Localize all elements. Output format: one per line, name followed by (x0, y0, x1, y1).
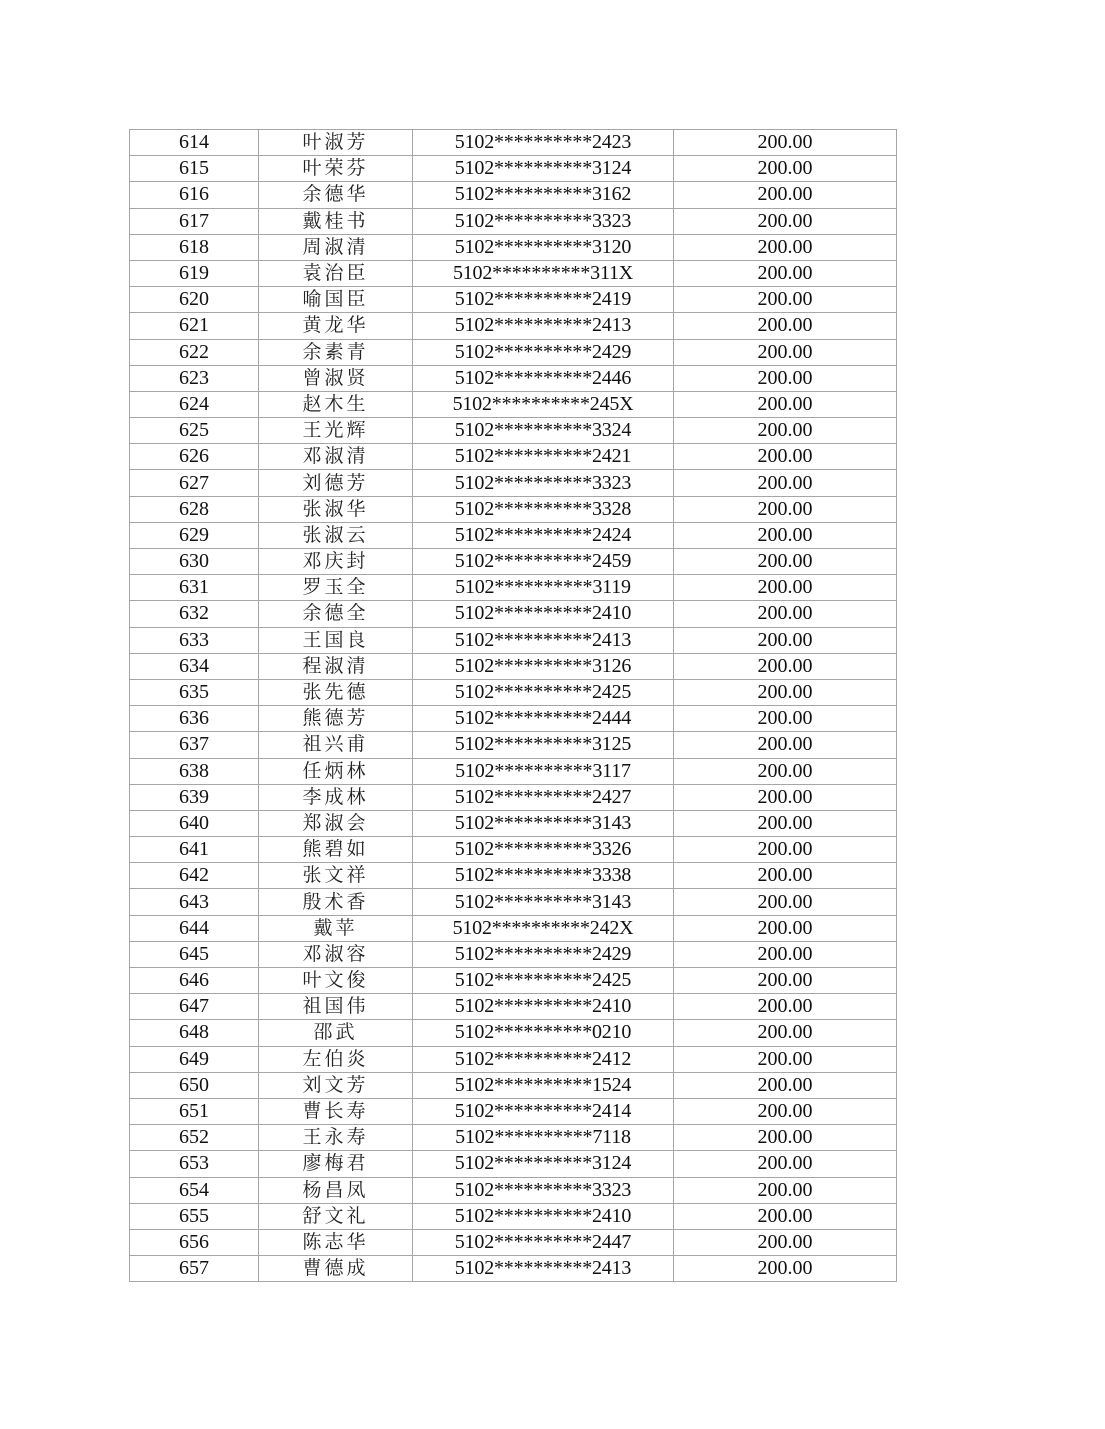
amount-cell: 200.00 (674, 522, 897, 548)
amount-cell: 200.00 (674, 889, 897, 915)
serial-number-cell: 654 (130, 1177, 259, 1203)
amount-cell: 200.00 (674, 679, 897, 705)
amount-cell: 200.00 (674, 732, 897, 758)
person-name-cell: 殷术香 (259, 889, 413, 915)
amount-cell: 200.00 (674, 365, 897, 391)
table-row (130, 994, 897, 1020)
person-name-cell: 王国良 (259, 627, 413, 653)
table-row (130, 968, 897, 994)
serial-number-cell: 655 (130, 1203, 259, 1229)
amount-cell: 200.00 (674, 915, 897, 941)
id-number-cell: 5102**********7118 (413, 1125, 674, 1151)
amount-cell: 200.00 (674, 418, 897, 444)
id-number-cell: 5102**********2412 (413, 1046, 674, 1072)
table-row (130, 234, 897, 260)
id-number-cell: 5102**********2425 (413, 679, 674, 705)
person-name-cell: 杨昌凤 (259, 1177, 413, 1203)
id-number-cell: 5102**********3120 (413, 234, 674, 260)
id-number-cell: 5102**********2413 (413, 313, 674, 339)
amount-cell: 200.00 (674, 130, 897, 156)
person-name-cell: 余德华 (259, 182, 413, 208)
serial-number-cell: 650 (130, 1072, 259, 1098)
id-number-cell: 5102**********3124 (413, 1151, 674, 1177)
id-number-cell: 5102**********245X (413, 391, 674, 417)
table-row (130, 391, 897, 417)
id-number-cell: 5102**********2425 (413, 968, 674, 994)
person-name-cell: 周淑清 (259, 234, 413, 260)
serial-number-cell: 641 (130, 837, 259, 863)
id-number-cell: 5102**********2429 (413, 941, 674, 967)
amount-cell: 200.00 (674, 601, 897, 627)
person-name-cell: 罗玉全 (259, 575, 413, 601)
amount-cell: 200.00 (674, 1229, 897, 1255)
person-name-cell: 刘德芳 (259, 470, 413, 496)
person-name-cell: 邵武 (259, 1020, 413, 1046)
table-row (130, 418, 897, 444)
table-row (130, 208, 897, 234)
person-name-cell: 熊碧如 (259, 837, 413, 863)
serial-number-cell: 622 (130, 339, 259, 365)
id-number-cell: 5102**********3328 (413, 496, 674, 522)
amount-cell: 200.00 (674, 1125, 897, 1151)
table-row (130, 889, 897, 915)
amount-cell: 200.00 (674, 444, 897, 470)
serial-number-cell: 618 (130, 234, 259, 260)
person-name-cell: 余德全 (259, 601, 413, 627)
table-row (130, 522, 897, 548)
serial-number-cell: 634 (130, 653, 259, 679)
serial-number-cell: 623 (130, 365, 259, 391)
person-name-cell: 余素青 (259, 339, 413, 365)
id-number-cell: 5102**********3143 (413, 889, 674, 915)
serial-number-cell: 631 (130, 575, 259, 601)
person-name-cell: 张先德 (259, 679, 413, 705)
serial-number-cell: 630 (130, 549, 259, 575)
person-name-cell: 王永寿 (259, 1125, 413, 1151)
roster-table (129, 129, 897, 1282)
person-name-cell: 陈志华 (259, 1229, 413, 1255)
table-row (130, 1125, 897, 1151)
amount-cell: 200.00 (674, 234, 897, 260)
id-number-cell: 5102**********1524 (413, 1072, 674, 1098)
id-number-cell: 5102**********3162 (413, 182, 674, 208)
serial-number-cell: 657 (130, 1256, 259, 1282)
serial-number-cell: 647 (130, 994, 259, 1020)
amount-cell: 200.00 (674, 653, 897, 679)
table-row (130, 130, 897, 156)
id-number-cell: 5102**********3117 (413, 758, 674, 784)
serial-number-cell: 626 (130, 444, 259, 470)
person-name-cell: 喻国臣 (259, 287, 413, 313)
table-row (130, 679, 897, 705)
id-number-cell: 5102**********2421 (413, 444, 674, 470)
table-row (130, 470, 897, 496)
table-row (130, 915, 897, 941)
table-row (130, 627, 897, 653)
serial-number-cell: 619 (130, 260, 259, 286)
serial-number-cell: 652 (130, 1125, 259, 1151)
serial-number-cell: 643 (130, 889, 259, 915)
table-row (130, 784, 897, 810)
serial-number-cell: 648 (130, 1020, 259, 1046)
id-number-cell: 5102**********2446 (413, 365, 674, 391)
serial-number-cell: 615 (130, 156, 259, 182)
id-number-cell: 5102**********3326 (413, 837, 674, 863)
roster-table-body (130, 130, 897, 1282)
serial-number-cell: 633 (130, 627, 259, 653)
amount-cell: 200.00 (674, 1046, 897, 1072)
table-row (130, 339, 897, 365)
serial-number-cell: 646 (130, 968, 259, 994)
person-name-cell: 袁治臣 (259, 260, 413, 286)
table-row (130, 444, 897, 470)
id-number-cell: 5102**********3323 (413, 208, 674, 234)
person-name-cell: 曹长寿 (259, 1098, 413, 1124)
table-row (130, 1256, 897, 1282)
amount-cell: 200.00 (674, 391, 897, 417)
serial-number-cell: 621 (130, 313, 259, 339)
person-name-cell: 张淑云 (259, 522, 413, 548)
amount-cell: 200.00 (674, 313, 897, 339)
amount-cell: 200.00 (674, 758, 897, 784)
table-row (130, 1072, 897, 1098)
id-number-cell: 5102**********2413 (413, 627, 674, 653)
person-name-cell: 戴桂书 (259, 208, 413, 234)
id-number-cell: 5102**********2410 (413, 601, 674, 627)
id-number-cell: 5102**********2410 (413, 1203, 674, 1229)
id-number-cell: 5102**********2413 (413, 1256, 674, 1282)
amount-cell: 200.00 (674, 968, 897, 994)
table-row (130, 706, 897, 732)
person-name-cell: 祖国伟 (259, 994, 413, 1020)
serial-number-cell: 617 (130, 208, 259, 234)
person-name-cell: 刘文芳 (259, 1072, 413, 1098)
serial-number-cell: 645 (130, 941, 259, 967)
person-name-cell: 郑淑会 (259, 810, 413, 836)
amount-cell: 200.00 (674, 784, 897, 810)
serial-number-cell: 632 (130, 601, 259, 627)
id-number-cell: 5102**********3125 (413, 732, 674, 758)
id-number-cell: 5102**********2424 (413, 522, 674, 548)
id-number-cell: 5102**********2429 (413, 339, 674, 365)
amount-cell: 200.00 (674, 496, 897, 522)
amount-cell: 200.00 (674, 1072, 897, 1098)
serial-number-cell: 656 (130, 1229, 259, 1255)
table-row (130, 653, 897, 679)
table-row (130, 313, 897, 339)
id-number-cell: 5102**********3119 (413, 575, 674, 601)
table-row (130, 941, 897, 967)
person-name-cell: 张淑华 (259, 496, 413, 522)
person-name-cell: 曹德成 (259, 1256, 413, 1282)
amount-cell: 200.00 (674, 1256, 897, 1282)
table-row (130, 732, 897, 758)
amount-cell: 200.00 (674, 863, 897, 889)
id-number-cell: 5102**********3126 (413, 653, 674, 679)
id-number-cell: 5102**********3143 (413, 810, 674, 836)
person-name-cell: 曾淑贤 (259, 365, 413, 391)
person-name-cell: 舒文礼 (259, 1203, 413, 1229)
id-number-cell: 5102**********3323 (413, 470, 674, 496)
serial-number-cell: 636 (130, 706, 259, 732)
table-row (130, 287, 897, 313)
table-row (130, 1151, 897, 1177)
table-row (130, 1229, 897, 1255)
id-number-cell: 5102**********2423 (413, 130, 674, 156)
person-name-cell: 叶荣芬 (259, 156, 413, 182)
table-row (130, 1203, 897, 1229)
amount-cell: 200.00 (674, 470, 897, 496)
amount-cell: 200.00 (674, 706, 897, 732)
person-name-cell: 祖兴甫 (259, 732, 413, 758)
table-row (130, 601, 897, 627)
amount-cell: 200.00 (674, 1151, 897, 1177)
table-row (130, 1020, 897, 1046)
amount-cell: 200.00 (674, 1098, 897, 1124)
id-number-cell: 5102**********0210 (413, 1020, 674, 1046)
id-number-cell: 5102**********3338 (413, 863, 674, 889)
table-row (130, 863, 897, 889)
table-row (130, 549, 897, 575)
amount-cell: 200.00 (674, 287, 897, 313)
amount-cell: 200.00 (674, 1177, 897, 1203)
person-name-cell: 黄龙华 (259, 313, 413, 339)
serial-number-cell: 635 (130, 679, 259, 705)
serial-number-cell: 649 (130, 1046, 259, 1072)
table-row (130, 260, 897, 286)
person-name-cell: 邓庆封 (259, 549, 413, 575)
person-name-cell: 任炳林 (259, 758, 413, 784)
person-name-cell: 廖梅君 (259, 1151, 413, 1177)
amount-cell: 200.00 (674, 941, 897, 967)
amount-cell: 200.00 (674, 156, 897, 182)
table-row (130, 365, 897, 391)
id-number-cell: 5102**********2419 (413, 287, 674, 313)
person-name-cell: 张文祥 (259, 863, 413, 889)
serial-number-cell: 625 (130, 418, 259, 444)
serial-number-cell: 629 (130, 522, 259, 548)
table-row (130, 1046, 897, 1072)
serial-number-cell: 614 (130, 130, 259, 156)
id-number-cell: 5102**********2427 (413, 784, 674, 810)
amount-cell: 200.00 (674, 627, 897, 653)
person-name-cell: 左伯炎 (259, 1046, 413, 1072)
serial-number-cell: 620 (130, 287, 259, 313)
serial-number-cell: 642 (130, 863, 259, 889)
id-number-cell: 5102**********3324 (413, 418, 674, 444)
table-row (130, 156, 897, 182)
person-name-cell: 程淑清 (259, 653, 413, 679)
amount-cell: 200.00 (674, 994, 897, 1020)
serial-number-cell: 651 (130, 1098, 259, 1124)
person-name-cell: 叶淑芳 (259, 130, 413, 156)
serial-number-cell: 639 (130, 784, 259, 810)
amount-cell: 200.00 (674, 810, 897, 836)
serial-number-cell: 637 (130, 732, 259, 758)
serial-number-cell: 638 (130, 758, 259, 784)
id-number-cell: 5102**********2447 (413, 1229, 674, 1255)
amount-cell: 200.00 (674, 1020, 897, 1046)
table-row (130, 1177, 897, 1203)
table-row (130, 810, 897, 836)
person-name-cell: 叶文俊 (259, 968, 413, 994)
amount-cell: 200.00 (674, 575, 897, 601)
table-row (130, 1098, 897, 1124)
amount-cell: 200.00 (674, 182, 897, 208)
person-name-cell: 邓淑容 (259, 941, 413, 967)
person-name-cell: 王光辉 (259, 418, 413, 444)
person-name-cell: 邓淑清 (259, 444, 413, 470)
amount-cell: 200.00 (674, 1203, 897, 1229)
amount-cell: 200.00 (674, 339, 897, 365)
serial-number-cell: 627 (130, 470, 259, 496)
id-number-cell: 5102**********2410 (413, 994, 674, 1020)
id-number-cell: 5102**********2459 (413, 549, 674, 575)
serial-number-cell: 653 (130, 1151, 259, 1177)
id-number-cell: 5102**********311X (413, 260, 674, 286)
table-row (130, 575, 897, 601)
table-row (130, 182, 897, 208)
id-number-cell: 5102**********2414 (413, 1098, 674, 1124)
person-name-cell: 戴苹 (259, 915, 413, 941)
id-number-cell: 5102**********3124 (413, 156, 674, 182)
id-number-cell: 5102**********242X (413, 915, 674, 941)
amount-cell: 200.00 (674, 260, 897, 286)
serial-number-cell: 628 (130, 496, 259, 522)
person-name-cell: 熊德芳 (259, 706, 413, 732)
serial-number-cell: 644 (130, 915, 259, 941)
amount-cell: 200.00 (674, 837, 897, 863)
table-row (130, 496, 897, 522)
amount-cell: 200.00 (674, 549, 897, 575)
serial-number-cell: 640 (130, 810, 259, 836)
table-row (130, 758, 897, 784)
person-name-cell: 赵木生 (259, 391, 413, 417)
serial-number-cell: 616 (130, 182, 259, 208)
amount-cell: 200.00 (674, 208, 897, 234)
id-number-cell: 5102**********2444 (413, 706, 674, 732)
table-row (130, 837, 897, 863)
person-name-cell: 李成林 (259, 784, 413, 810)
serial-number-cell: 624 (130, 391, 259, 417)
id-number-cell: 5102**********3323 (413, 1177, 674, 1203)
